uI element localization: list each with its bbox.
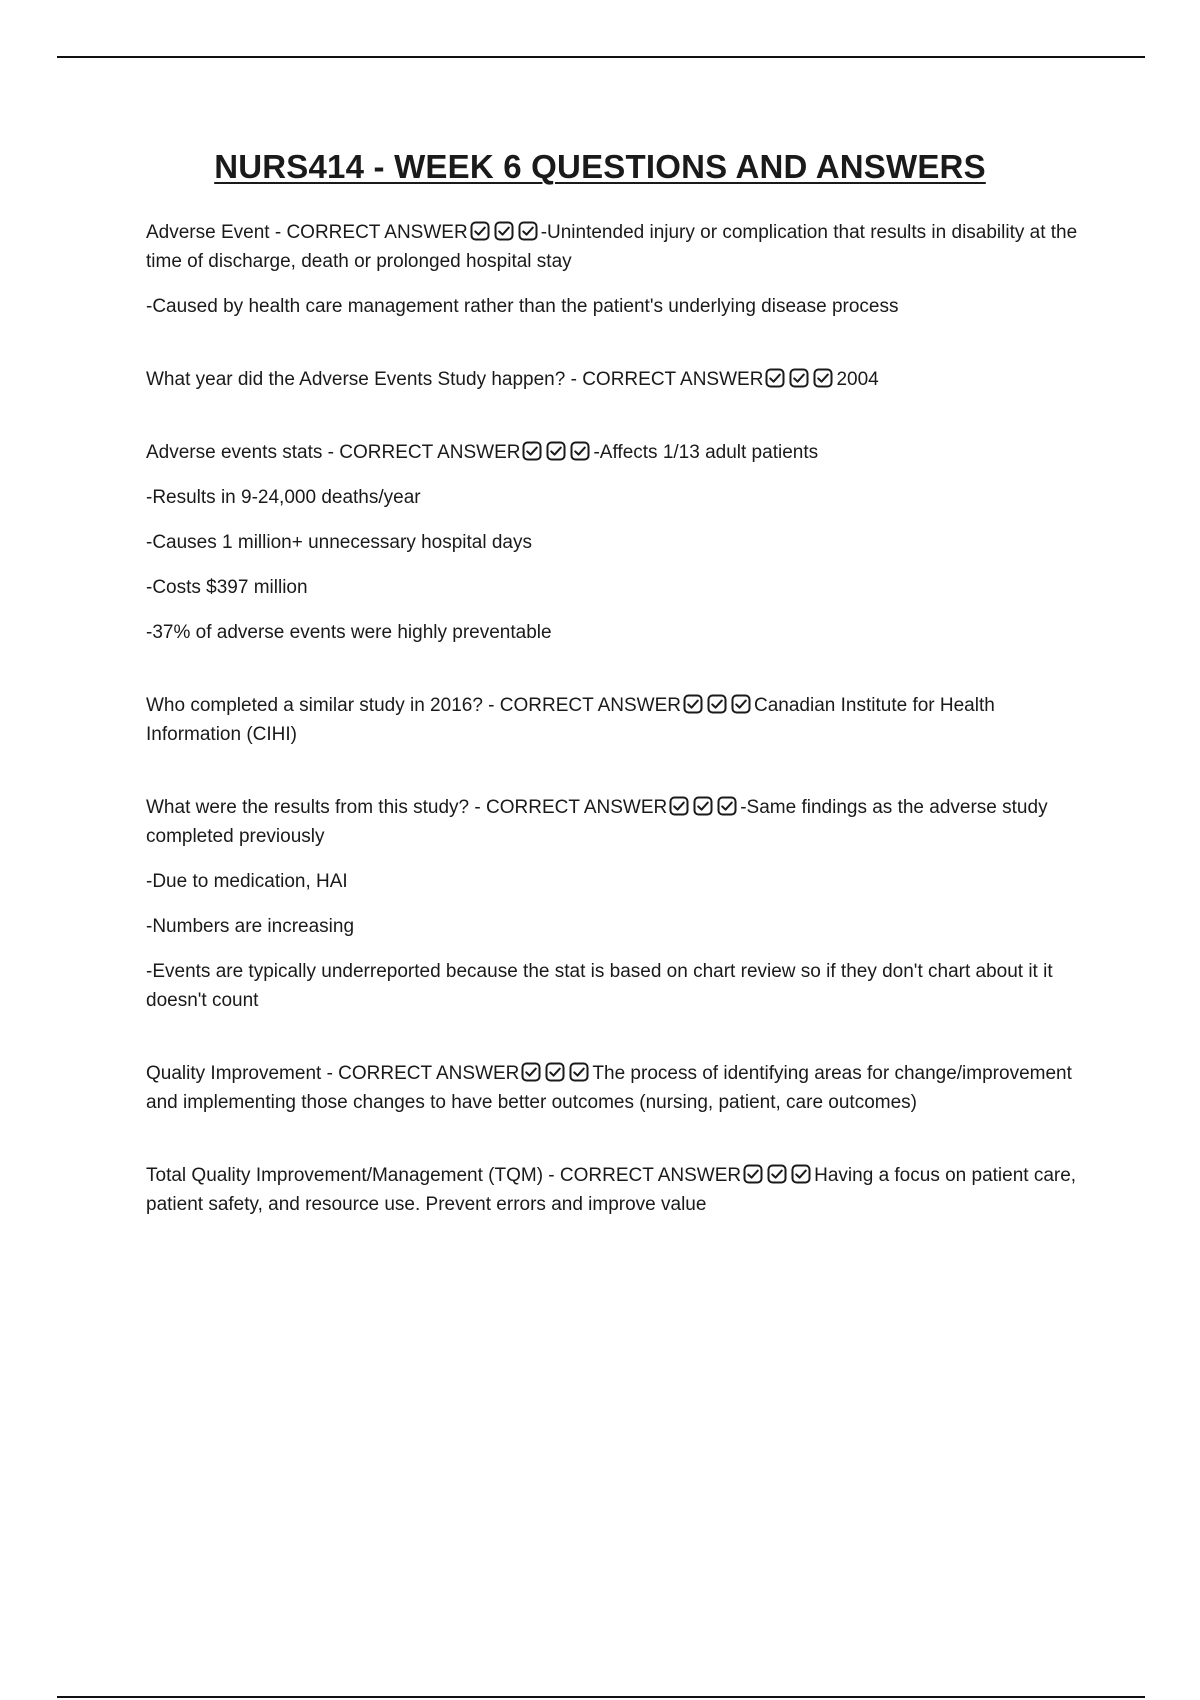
answer-text: 2004 (836, 369, 879, 390)
question-text: What year did the Adverse Events Study happen? - CORRECT ANSWER (146, 369, 764, 390)
check-marks (683, 694, 751, 714)
checkbox-checked-icon (470, 221, 490, 241)
checkbox-checked-icon (791, 1164, 811, 1184)
qa-main-line (146, 218, 1086, 276)
page-title: NURS414 - WEEK 6 QUESTIONS AND ANSWERS (214, 148, 986, 185)
answer-detail-line: -Events are typically underreported because the stat is based on chart review so if they don't chart about it it doesn't count (146, 961, 1053, 1011)
qa-item (146, 218, 1086, 321)
qa-main-line (146, 1059, 1086, 1117)
checkbox-checked-icon (717, 796, 737, 816)
qa-main-line (146, 438, 1086, 467)
answer-text: -Unintended injury or complication that results in disability at the time of discharge, death or prolonged hospital stay (146, 222, 1078, 272)
answer-text: Canadian Institute for Health Information (CIHI) (146, 695, 995, 745)
checkbox-checked-icon (570, 441, 590, 461)
qa-item (146, 438, 1086, 647)
question-text: Adverse events stats - CORRECT ANSWER (146, 442, 521, 463)
qa-list (146, 218, 1086, 1219)
checkbox-checked-icon (522, 441, 542, 461)
answer-detail-line: -Results in 9-24,000 deaths/year (146, 487, 421, 508)
qa-main-line (146, 793, 1086, 851)
checkbox-checked-icon (569, 1062, 589, 1082)
checkbox-checked-icon (767, 1164, 787, 1184)
qa-item (146, 691, 1086, 749)
answer-detail-line: -37% of adverse events were highly preventable (146, 622, 552, 643)
answer-text: The process of identifying areas for change/improvement and implementing those changes to have better outcomes (nursing, patient, care outcomes) (146, 1063, 1072, 1113)
check-marks (669, 796, 737, 816)
answer-detail-line: -Causes 1 million+ unnecessary hospital days (146, 532, 533, 553)
question-text: Adverse Event - CORRECT ANSWER (146, 222, 468, 243)
checkbox-checked-icon (765, 368, 785, 388)
qa-item (146, 1059, 1086, 1117)
checkbox-checked-icon (731, 694, 751, 714)
check-marks (470, 221, 538, 241)
check-marks (743, 1164, 811, 1184)
qa-item (146, 1161, 1086, 1219)
checkbox-checked-icon (813, 368, 833, 388)
checkbox-checked-icon (693, 796, 713, 816)
qa-item (146, 793, 1086, 1015)
question-text: Who completed a similar study in 2016? - CORRECT ANSWER (146, 695, 681, 716)
qa-main-line (146, 365, 1086, 394)
checkbox-checked-icon (669, 796, 689, 816)
checkbox-checked-icon (494, 221, 514, 241)
answer-text: -Same findings as the adverse study completed previously (146, 797, 1048, 847)
answer-detail-line: -Caused by health care management rather than the patient's underlying disease process (146, 296, 899, 317)
question-text: Total Quality Improvement/Management (TQM) - CORRECT ANSWER (146, 1165, 742, 1186)
checkbox-checked-icon (521, 1062, 541, 1082)
checkbox-checked-icon (683, 694, 703, 714)
checkbox-checked-icon (707, 694, 727, 714)
question-text: What were the results from this study? - CORRECT ANSWER (146, 797, 668, 818)
check-marks (521, 1062, 589, 1082)
qa-main-line (146, 691, 1086, 749)
check-marks (522, 441, 590, 461)
checkbox-checked-icon (545, 1062, 565, 1082)
question-text: Quality Improvement - CORRECT ANSWER (146, 1063, 520, 1084)
check-marks (765, 368, 833, 388)
answer-detail-line: -Costs $397 million (146, 577, 308, 598)
answer-detail-line: -Due to medication, HAI (146, 871, 348, 892)
qa-main-line (146, 1161, 1086, 1219)
bottom-rule (57, 1696, 1145, 1698)
answer-detail-line: -Numbers are increasing (146, 916, 355, 937)
checkbox-checked-icon (518, 221, 538, 241)
qa-item (146, 365, 1086, 394)
checkbox-checked-icon (789, 368, 809, 388)
answer-text: Having a focus on patient care, patient safety, and resource use. Prevent errors and improve value (146, 1165, 1077, 1215)
checkbox-checked-icon (743, 1164, 763, 1184)
top-rule (57, 56, 1145, 58)
checkbox-checked-icon (546, 441, 566, 461)
answer-text: -Affects 1/13 adult patients (593, 442, 819, 463)
